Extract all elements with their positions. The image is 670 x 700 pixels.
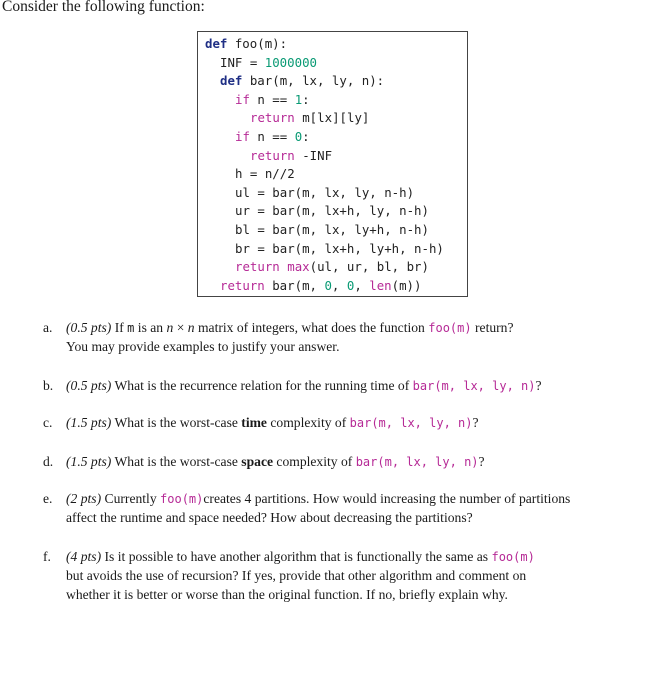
question-text-line3: whether it is better or worse than the original function. If no, briefly explain why. bbox=[66, 587, 508, 602]
code-line: ul = bar(m, lx, ly, n-h) bbox=[235, 184, 415, 200]
question-text-line2: but avoids the use of recursion? If yes, provide that other algorithm and comment on bbox=[66, 568, 527, 583]
code-block bbox=[197, 31, 468, 297]
question-label: d. bbox=[43, 454, 54, 469]
question-label: b. bbox=[43, 378, 54, 393]
question-label: c. bbox=[43, 415, 53, 430]
code-line: br = bar(m, lx+h, ly+h, n-h) bbox=[235, 240, 444, 256]
question-text: (1.5 pts) What is the worst-case time complexity of bar(m, lx, ly, n)? bbox=[66, 415, 479, 430]
code-line: return bar(m, 0, 0, len(m)) bbox=[220, 277, 422, 293]
question-label: a. bbox=[43, 320, 53, 335]
code-line: INF = 1000000 bbox=[220, 54, 317, 70]
question-text: (4 pts) Is it possible to have another algorithm that is functionally the same as foo(m) bbox=[66, 549, 535, 564]
question-text: (2 pts) Currently foo(m)creates 4 partitions. How would increasing the number of partitions bbox=[66, 491, 571, 506]
question-text-line2: affect the runtime and space needed? How about decreasing the partitions? bbox=[66, 510, 473, 525]
page-header: Consider the following function: bbox=[2, 0, 205, 15]
code-line: ur = bar(m, lx+h, ly, n-h) bbox=[235, 203, 429, 219]
question-text: (1.5 pts) What is the worst-case space complexity of bar(m, lx, ly, n)? bbox=[66, 454, 485, 469]
code-line: def foo(m): bbox=[205, 36, 288, 51]
question-text: (0.5 pts) If m is an n × n matrix of integers, what does the function foo(m) return? bbox=[66, 320, 514, 335]
code-line: h = n//2 bbox=[235, 166, 295, 182]
code-line: return -INF bbox=[250, 147, 333, 163]
code-line: if n == 0: bbox=[235, 129, 310, 144]
question-label: f. bbox=[43, 549, 51, 564]
question-text: (0.5 pts) What is the recurrence relation for the running time of bar(m, lx, ly, n)? bbox=[66, 378, 542, 393]
code-line: if n == 1: bbox=[235, 91, 310, 107]
question-text-line2: You may provide examples to justify your answer. bbox=[66, 339, 340, 354]
code-line: return max(ul, ur, bl, br) bbox=[235, 259, 429, 275]
code-line: bl = bar(m, lx, ly+h, n-h) bbox=[235, 222, 429, 237]
code-line: def bar(m, lx, ly, n): bbox=[220, 73, 385, 89]
code-line: return m[lx][ly] bbox=[250, 110, 370, 126]
question-label: e. bbox=[43, 491, 53, 506]
